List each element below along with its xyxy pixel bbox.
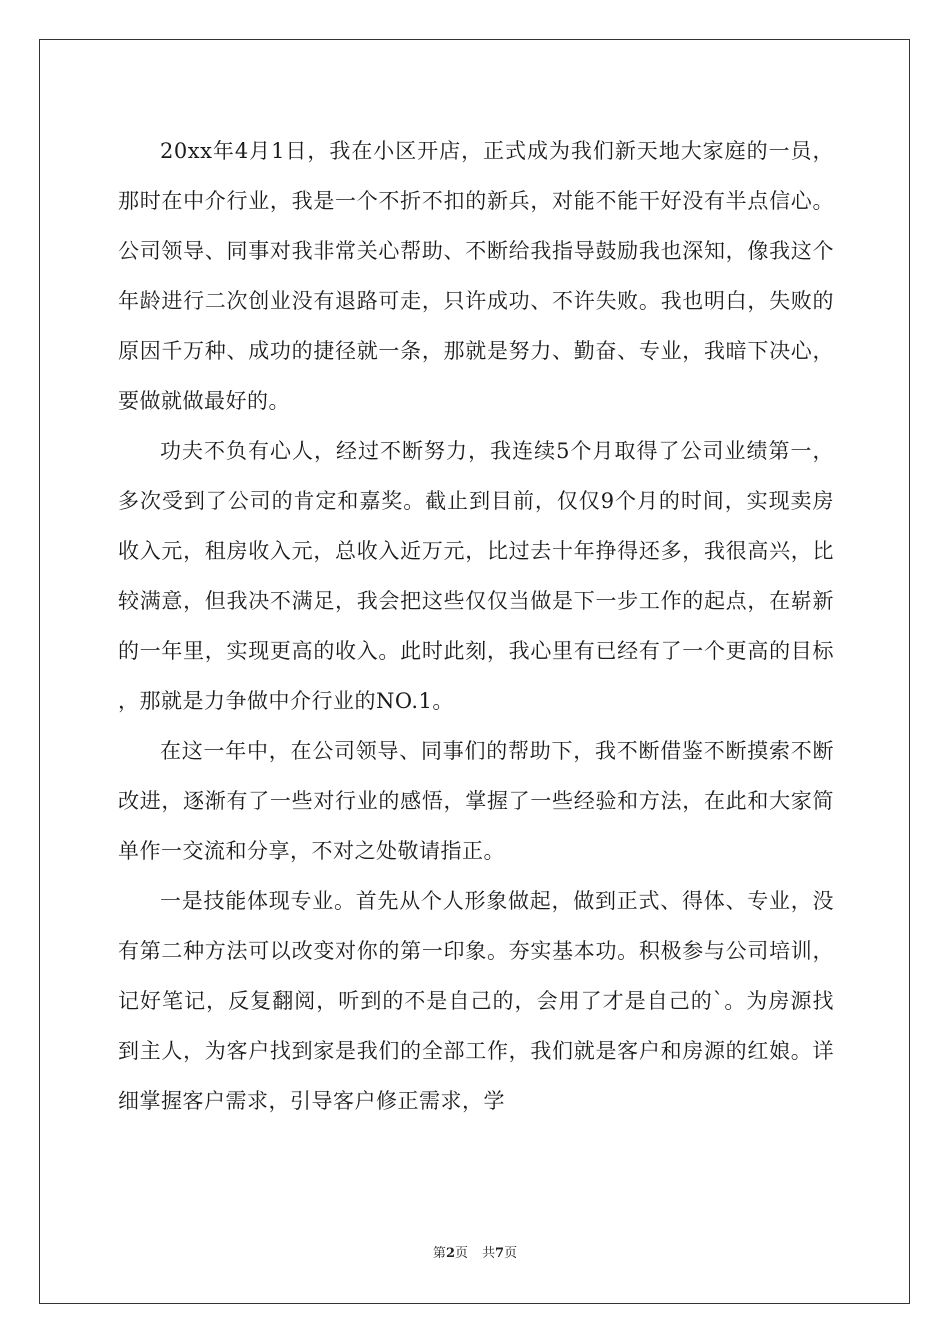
page-number xyxy=(433,1246,468,1261)
current-page: 2 xyxy=(445,1246,455,1261)
total-prefix: 共 xyxy=(482,1246,496,1261)
page-unit: 页 xyxy=(454,1246,468,1261)
paragraph: 功夫不负有心人，经过不断努力，我连续5个月取得了公司业绩第一，多次受到了公司的肯定和嘉奖。截止到目前，仅仅9个月的时间，实现卖房收入元，租房收入元，总收入近万元，比过去十年挣得还多，我很高兴，比较满意，但我决不满足，我会把这些仅仅当做是下一步工作的起点，在崭新的一年里，实现更高的收入。此时此刻，我心里有已经有了一个更高的目标，那就是力争做中介行业的NO.1。 xyxy=(118,439,834,713)
total-page-count: 7 xyxy=(495,1246,505,1261)
paragraph: 在这一年中，在公司领导、同事们的帮助下，我不断借鉴不断摸索不断改进，逐渐有了一些对行业的感悟，掌握了一些经验和方法，在此和大家简单作一交流和分享，不对之处敬请指正。 xyxy=(118,739,834,863)
total-pages xyxy=(482,1246,517,1261)
document-body xyxy=(118,126,834,1126)
page-footer xyxy=(0,1245,950,1263)
paragraph: 20xx年4月1日，我在小区开店，正式成为我们新天地大家庭的一员，那时在中介行业，我是一个不折不扣的新兵，对能不能干好没有半点信心。公司领导、同事对我非常关心帮助、不断给我指导鼓励我也深知，像我这个年龄进行二次创业没有退路可走，只许成功、不许失败。我也明白，失败的原因千万种、成功的捷径就一条，那就是努力、勤奋、专业，我暗下决心，要做就做最好的。 xyxy=(118,139,834,413)
page-prefix: 第 xyxy=(432,1246,446,1261)
paragraph: 一是技能体现专业。首先从个人形象做起，做到正式、得体、专业，没有第二种方法可以改变对你的第一印象。夯实基本功。积极参与公司培训，记好笔记，反复翻阅，听到的不是自己的，会用了才是自己的`。为房源找到主人，为客户找到家是我们的全部工作，我们就是客户和房源的红娘。详细掌握客户需求，引导客户修正需求，学 xyxy=(118,889,834,1113)
total-unit: 页 xyxy=(504,1246,518,1261)
